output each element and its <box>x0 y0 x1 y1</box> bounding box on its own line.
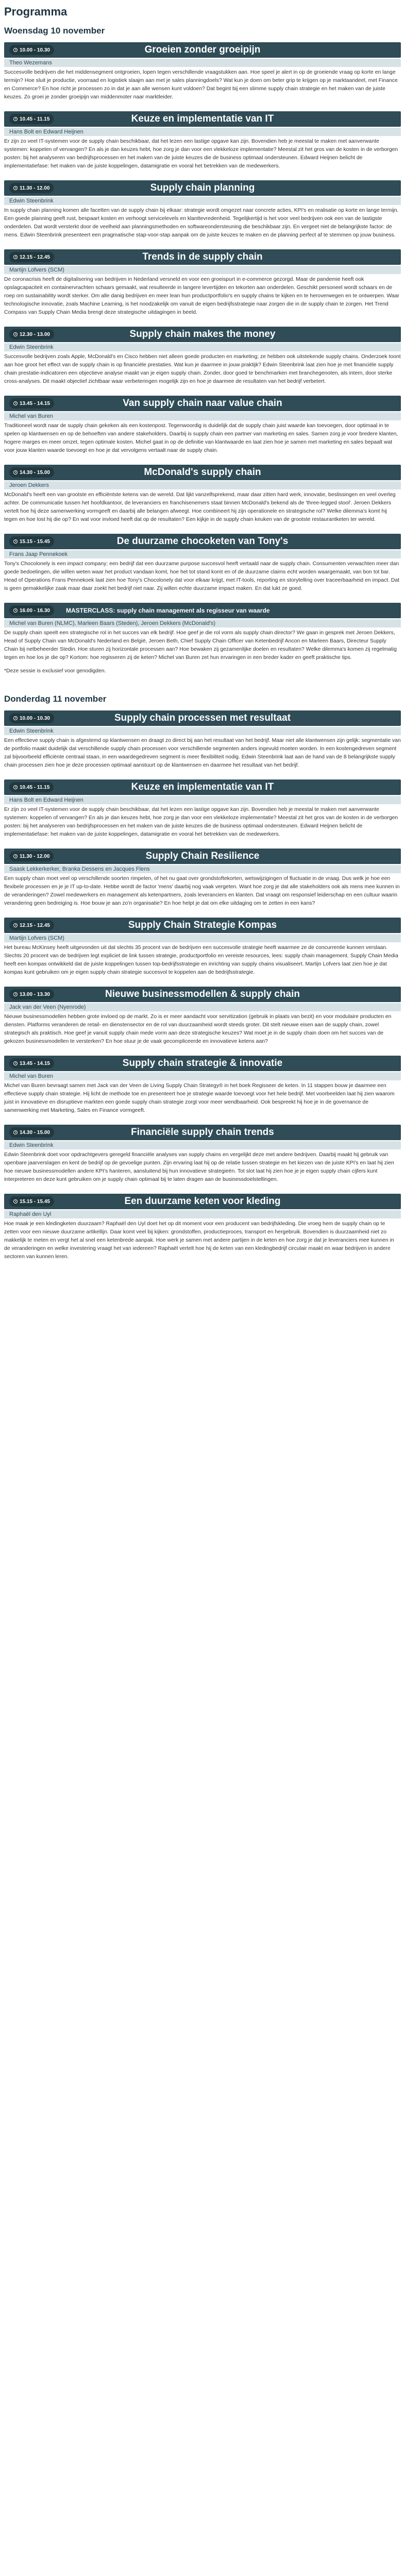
session-banner <box>4 710 401 726</box>
session-banner <box>4 249 401 265</box>
session-description: Hoe maak je een kledingketen duurzaam? Raphaël den Uyl doet het op dit moment voor een producent van bedrijfskleding. Die vroeg hem de supply chain op te zetten voor een nieuwe duurzame artikellijn. Daar komt veel bij kijken: grondstoffen, productieproces, transport en hergebruik. Bovendien is duurzaamheid niet zo makkelijk te meten en vergt het al snel een ketenbrede aanpak. Hoe werk je samen met andere partijen in de keten en hoe zorg je dat je leveranciers mee kunnen in de veranderingen en welke investering vraagt het van iedereen? Raphaël vertelt hoe hij de keten van een kledingbedrijf circulair maakt en waar bedrijven in andere sectoren van kunnen leren. <box>4 1221 394 1260</box>
program-page <box>0 0 405 1279</box>
session-time: 12.15 - 12.45 <box>20 254 50 260</box>
session-item <box>4 603 401 675</box>
session-title: Financiële supply chain trends <box>131 1127 274 1138</box>
session-speaker: Raphaël den Uyl <box>4 1210 401 1218</box>
session-description: Er zijn zo veel IT-systemen voor de supply chain beschikbaar, dat het lezen een lastige opgave kan zijn. Bovendien heb je meestal te maken met aanverwante systemen: koppelen of vervangen? En als je dan keuzes hebt, hoe zorg je dan voor een vlekkeloze implementatie? Meestal zit het gros van de kosten in de verborgen posten: bij het analyseren van bedrijfsprocessen en het maken van de juiste keuzes die de business optimaal ondersteunen. Edward Heijnen belicht de implementatiefase: het maken van de juiste koppelingen, datamigratie en vooral het betrekken van de medewerkers. <box>4 807 398 837</box>
session-banner <box>4 465 401 480</box>
session-banner <box>4 1056 401 1071</box>
session-time: 13.45 - 14.15 <box>20 400 50 406</box>
session-description: Edwin Steenbrink doet voor opdrachtgevers geregeld financiële analyses van supply chains en vergelijkt deze met andere bedrijven. Daarbij maakt hij gebruik van openbare jaarverslagen en kent de bedrijf op de gevoelige punten. Zijn ervaring laat hij op de relatie tussen strategie en het kiezen van de juiste KPI's en laat hij zien hoe nieuwe businessmodellen andere KPI's hanteren, aansluitend bij hun innovatieve strategieën. Tot slot laat hij zien hoe je je eigen supply chain cijfers kunt interpreteren en deze kunt gebruiken om je supply chain optimaal bij te laten dragen aan de businessdoelstellingen. <box>4 1152 394 1182</box>
program-days <box>4 26 401 1261</box>
session-speaker: Edwin Steenbrink <box>4 1141 401 1149</box>
session-item <box>4 327 401 386</box>
session-time-badge <box>9 1196 54 1207</box>
session-time-badge <box>9 989 54 999</box>
clock-icon <box>13 923 18 927</box>
session-time: 13.00 - 13.30 <box>20 991 50 997</box>
session-time: 10.45 - 11.15 <box>20 784 50 790</box>
clock-icon <box>13 1199 18 1204</box>
session-description: De supply chain speelt een strategische rol in het succes van elk bedrijf. Hoe geef je die rol vorm als supply chain director? We gaan in gesprek met Jeroen Dekkers, Head of Supply Chain van McDonald's Nederland en België, Jeroen Beth, Chief Supply Chain Officer van Ketenbedrijf Ancon en Marleen Baars, Directeur Supply Chain bij netbeheerder Stedin. Hoe sturen zij horizontale processen aan? Hoe bewaken zij gezamenlijke doelen en resultaten? Welke dilemma's komen zij regelmatig tegen en hoe los je die op? Kortom: hoe regisseren zij de keten? Michel van Buren zet hun ervaringen in een breder kader en geeft praktische tips. <box>4 630 397 660</box>
session-time-badge <box>9 114 54 124</box>
session-description: Traditioneel wordt naar de supply chain gekeken als een kostenpost. Tegenwoordig is duidelijk dat de supply chain juist waarde kan toevoegen, door optimaal in te spelen op klantwensen en op de behoeften van andere stakeholders. Daarbij is supply chain een partner van marketing en sales. Samen zorg je voor bredere klanten, hogere marges en meer omzet, tegen optimale kosten. Michel gaat in op de definitie van klantwaarde en laat zien hoe je samen met marketing en sales bepaalt wat voor jouw klanten waarde toevoegt en hoe je dat vervolgens vertaalt naar de supply chain. <box>4 423 398 453</box>
session-banner <box>4 42 401 58</box>
clock-icon <box>13 785 18 789</box>
session-time-badge <box>9 782 54 792</box>
session-description: Een supply chain moet veel op verschillende soorten rimpelen, of het nu gaat over grondstoftekorten, wetswijzigingen of fluctuatie in de vraag. Dus welk je hoe een flexibele processen en je je IT up-to-date. Hebbe wordt de factor 'mens' daarbij nog vaak vergeten. Want hoe zorg je dat alle stakeholders ook als mens mee kunnen in de veranderingen? Zowel medewerkers en management als ketenpartners, zoals leveranciers en klanten. Dat vraagt om responsief leiderschap en een cultuur waarin verandering geen bedreiging is. Hoe bouw je aan zo'n organisatie? En hoe helpt je dat om elke uitdaging om te zetten in een kans? <box>4 876 400 906</box>
session-banner <box>4 180 401 196</box>
session-note: *Deze sessie is exclusief voor genodigden. <box>4 668 106 674</box>
session-banner <box>4 534 401 549</box>
session-banner <box>4 987 401 1002</box>
session-time: 13.45 - 14.15 <box>20 1060 50 1066</box>
session-speaker: Theo Wezemans <box>4 59 401 67</box>
session-time: 10.00 - 10.30 <box>20 715 50 721</box>
session-time-badge <box>9 1058 54 1069</box>
session-banner <box>4 849 401 864</box>
session-title: Supply Chain Strategie Kompas <box>128 920 277 930</box>
session-title: Van supply chain naar value chain <box>123 398 282 409</box>
clock-icon <box>13 332 18 336</box>
session-description: Succesvolle bedrijven die het middensegment ontgroeien, lopen tegen verschillende vraagstukken aan. Hoe speel je alert in op de groeiende vraag op korte en lange termijn? Hoe sluit je productie, voorraad en logistiek slaajm aan met je sales planningdoels? Wat kun je doen om beter grip te krijgen op je marktaandeel, met Finance en Commerce? En hoe richt je processen zo in dat je aan alle wensen kunt voldoen? Dat begint bij een slimme supply chain strategie en het maken van de juiste keuzes. Zo groei je zonder groeipijn van middenmoter naar marktleider. <box>4 70 398 100</box>
session-item <box>4 180 401 240</box>
session-banner <box>4 1194 401 1209</box>
session-description: Nieuwe businessmodellen hebben grote invloed op de markt. Zo is er meer aandacht voor servitization (gebruik in plaats van bezit) en voor modulaire producten en diensten. Platforms veranderen de retail- en dienstensector en de rol van duurzaamheid wordt steeds groter. Dit stelt nieuwe eisen aan de supply chain, zowel strategisch als praktisch. Hoe geef je vanuit supply chain mede vorm aan deze strategische keuzes? Wat moet je in de supply chain doen om het succes van de gekozen businessmodellen te versterken? En hoe stuur je de vaak gecompliceerde en innovatieve ketens aan? <box>4 1014 392 1044</box>
session-time-badge <box>9 329 54 340</box>
session-item <box>4 465 401 524</box>
session-item <box>4 111 401 171</box>
session-speaker: Martijn Lofvers (SCM) <box>4 934 401 942</box>
session-time-badge <box>9 183 54 193</box>
session-speaker: Edwin Steenbrink <box>4 727 401 735</box>
session-item <box>4 710 401 770</box>
session-item <box>4 1056 401 1115</box>
session-title: Supply Chain Resilience <box>145 851 260 861</box>
session-title: MASTERCLASS: supply chain management als regisseur van waarde <box>66 607 270 614</box>
clock-icon <box>13 608 18 613</box>
session-speaker: Saask Lekkerkerker, Branka Dessens en Jacques Flens <box>4 865 401 873</box>
clock-icon <box>13 992 18 996</box>
session-speaker: Hans Bolt en Edward Heijnen <box>4 796 401 804</box>
session-item <box>4 534 401 593</box>
session-item <box>4 42 401 101</box>
session-title: Trends in de supply chain <box>142 251 263 262</box>
session-speaker: Michel van Buren <box>4 1072 401 1080</box>
session-description: De coronacrisis heeft de digitalisering van bedrijven in Nederland versneld en voor een groeispurt in e-commerce gezorgd. Maar de pandemie heeft ook opslagcapaciteit en containervrachten schaars gemaakt, wat resulteerde in langere levertijden en tekorten aan onderdelen. Geschikt personeel wordt schaars en de roep om sustainability wordt sterker. Om alle danig bedrijven en meer lean hun productportfolio's en supply chains te kijken en te heroverwegen en te ontwerpen. Waar technologische innovatie, zoals Machine Learning, is het noodzakelijk om vanuit de eigen bedrijfsstrategie naar zorgen die in de supply chain te zorgen. Het Trend Compass van Supply Chain Media brengt deze strategische uitdagingen in beeld. <box>4 277 399 315</box>
session-item <box>4 918 401 977</box>
session-time: 12.15 - 12.45 <box>20 922 50 928</box>
session-title: Keuze en implementatie van IT <box>131 113 274 124</box>
session-speaker: Edwin Steenbrink <box>4 197 401 205</box>
session-description: McDonald's heeft een van grootste en efficiëntste ketens van de wereld. Dat lijkt vanzelfsprekend, maar daar zitten hard werk, innovatie, beslissingen en veel overleg achter. De communicatie tussen het hoofdkantoor, de leveranciers en franchisenemers staat binnen McDonald's bekend als de 'three-legged stool'. Jeroen Dekkers vertelt hoe hij deze samenwerking vormgeeft en daarbij alle belangen afweegt. Hoe combineert hij zijn operationele en strategische rol? Welke dilemma's komt hij tegen en hoe lost hij die op? En wat voor invloed heeft dat op de resultaten? Een kijkje in de supply chain keuken van de grootste restaurantketen ter wereld. <box>4 492 396 522</box>
session-item <box>4 396 401 455</box>
session-time-badge <box>9 920 54 930</box>
session-title: Supply chain makes the money <box>129 329 276 340</box>
session-item <box>4 249 401 317</box>
session-time: 14.30 - 15.00 <box>20 469 50 476</box>
clock-icon <box>13 539 18 544</box>
clock-icon <box>13 1130 18 1134</box>
session-banner <box>4 327 401 342</box>
session-speaker: Hans Bolt en Edward Heijnen <box>4 128 401 136</box>
session-time-badge <box>9 398 54 409</box>
session-item <box>4 779 401 839</box>
session-time: 10.45 - 11.15 <box>20 116 50 122</box>
session-description: Een effectieve supply chain is afgestemd op klantwensen en draagt zo direct bij aan het resultaat van het bedrijf. Maar niet alle klantwensen zijn gelijk: segmentatie van de portfolio maakt duidelijk dat verschillende supply chain processen voor verschillende segmenten anders ingevuld moeten worden. In een kostengedreven segment zal bijvoorbeeld efficiënte centraal staan, in een waardegedreven segment is meer flexibiliteit nodig. Edwin Steenbrink laat aan de hand van de 8 belangrijkste supply chain processen zien hoe je deze processen optimaal aanstuurt op de klantwensen en daarmee het resultaat van het bedrijf. <box>4 738 401 768</box>
session-description: Michel van Buren bevraagt samen met Jack van der Veen de Living Supply Chain Strategy® in het boek Regisseer de keten. In 11 stappen bouw je daarmee een effectieve supply chain strategie. Hij licht de methode toe en presenteert hoe je strategie waarde toevoegt voor het hele bedrijf. Met voorbeelden laat hij zien waarom juist in innovatieve en disruptieve markten een goede supply chain strategie zorgt voor meer wendbaarheid. Ook bespreekt hij hoe je in de governance de samenwerking met Marketing, Sales en Finance vormgeeft. <box>4 1083 395 1113</box>
session-title: Keuze en implementatie van IT <box>131 782 274 792</box>
clock-icon <box>13 117 18 121</box>
session-banner <box>4 918 401 933</box>
session-title: Groeien zonder groeipijn <box>144 44 261 55</box>
session-title: Supply chain strategie & innovatie <box>122 1058 283 1069</box>
session-time: 15.15 - 15.45 <box>20 1198 50 1205</box>
session-banner <box>4 111 401 127</box>
clock-icon <box>13 716 18 720</box>
session-speaker: Jeroen Dekkers <box>4 481 401 489</box>
session-time: 10.00 - 10.30 <box>20 47 50 53</box>
clock-icon <box>13 48 18 52</box>
session-speaker: Edwin Steenbrink <box>4 343 401 351</box>
session-time-badge <box>9 851 54 861</box>
clock-icon <box>13 401 18 405</box>
session-title: Supply chain processen met resultaat <box>114 713 291 723</box>
session-time-badge <box>9 45 54 55</box>
session-title: Een duurzame keten voor kleding <box>124 1196 281 1207</box>
session-speaker: Frans Jaap Pennekoek <box>4 550 401 558</box>
session-time-badge <box>9 605 54 616</box>
session-title: McDonald's supply chain <box>144 467 261 478</box>
session-time: 11.30 - 12.00 <box>20 185 50 191</box>
session-description: In supply chain planning komen alle facetten van de supply chain bij elkaar: strategie wordt omgezet naar concrete acties, KPI's en realisatie op korte en lange termijn. Een goede planning geeft rust, bespaart kosten en verhoogt servicelevels en klanttevredenheid. Tegelijkertijd is het voor veel bedrijven ook een van de lastigste onderdelen. Dat wordt versterkt door de veelheid aan planningsmethoden en softwareondersteuning die beschikbaar zijn. En vergeet niet de belangrijkste factor: de mens. Edwin Steenbrink presenteert een pragmatische stap-voor-stap aanpak om de juiste keuzes te maken en de planning perfect af te stemmen op jouw business. <box>4 208 399 238</box>
session-item <box>4 1194 401 1261</box>
session-time-badge <box>9 1127 54 1138</box>
session-speaker: Michel van Buren <box>4 412 401 420</box>
session-time: 14.30 - 15.00 <box>20 1129 50 1136</box>
session-banner <box>4 1125 401 1140</box>
day-title: Donderdag 11 november <box>4 694 107 704</box>
session-speaker: Martijn Lofvers (SCM) <box>4 266 401 274</box>
day-title: Woensdag 10 november <box>4 26 105 36</box>
session-speaker: Michel van Buren (NLMC), Marleen Baars (Steden), Jeroen Dekkers (McDonald's) <box>4 619 401 628</box>
session-banner <box>4 603 401 618</box>
clock-icon <box>13 854 18 858</box>
session-item <box>4 1125 401 1184</box>
session-description: Er zijn zo veel IT-systemen voor de supply chain beschikbaar, dat het lezen een lastige opgave kan zijn. Bovendien heb je meestal te maken met aanverwante systemen: koppelen of vervangen? En als je dan keuzes hebt, hoe zorg je dan voor een vlekkeloze implementatie? Meestal zit het gros van de kosten in de verborgen posten: bij het analyseren van bedrijfsprocessen en het maken van de juiste keuzes die de business optimaal ondersteunen. Edward Heijnen belicht de implementatiefase: het maken van de juiste koppelingen, datamigratie en vooral het betrekken van de medewerkers. <box>4 139 398 169</box>
session-time: 16.00 - 16.30 <box>20 607 50 614</box>
clock-icon <box>13 470 18 474</box>
session-time: 11.30 - 12.00 <box>20 853 50 859</box>
session-item <box>4 849 401 908</box>
session-description: Tony's Chocolonely is een impact company; een bedrijf dat een duurzame purpose succesvol heeft vertaald naar de supply chain. Consumenten verwachten meer dan goede bedoelingen, die willen weten waar het product vandaan komt, hoe het tot stand komt en of de duurzame claims echt worden waargemaakt, van bon tot bar. Head of Operations Frans Pennekoek laat zien hoe Tony's Chocolonely dat voor elkaar krijgt, met IT-tools, reporting en storytelling over traceerbaarheid en impact. Dat is geen gemakkelijke zaak maar daar zoekt het bedrijf niet naar. Zij willen echte duurzame impact maken. En dat lukt ze goed. <box>4 561 400 591</box>
program-heading: Programma <box>4 5 68 18</box>
session-time-badge <box>9 467 54 478</box>
session-title: Supply chain planning <box>150 182 255 193</box>
session-title: De duurzame chocoketen van Tony's <box>116 536 289 547</box>
clock-icon <box>13 186 18 190</box>
session-description: Succesvolle bedrijven zoals Apple, McDonald's en Cisco hebben niet alleen goede producten en marketing; ze hebben ook uitstekende supply chains. Onderzoek toont aan hoe groot het effect van de supply chain is op financiële prestaties. Wat kun je daarmee in jouw praktijk? Edwin Steenbrink laat zien hoe je met financiële supply chain prestatie-indicatoren een objectieve analyse maakt van je eigen supply chain. Zonder, door goed te benchmarken met branchegenoten, als intern, door sterke cross-analyses. Dit maakt objectief zichtbaar waar verbeteringen mogelijk zijn en hoe je daarmee de resultaten van het bedrijf verbetert. <box>4 354 401 384</box>
session-banner <box>4 396 401 411</box>
session-time-badge <box>9 252 54 262</box>
session-description: Het bureau McKinsey heeft uitgevonden uit dat slechts 35 procent van de bedrijven een succesvolle strategie heeft waarmee ze de concurrentie kunnen verslaan. Slechts 20 procent van de bedrijven legt expliciet de link tussen strategie, productportfolio en vereiste resources, lees: supply chain management. Supply Chain Media heeft een kompas ontwikkeld dat de juiste koppelingen tussen top-bedrijfsstrategie en inrichting van supply chains visualiseert. Martijn Lofvers laat zien hoe je dat kompas kunt gebruiken om je eigen supply chain strategie succesvol te koppelen aan de bedrijfsstrategie. <box>4 945 398 975</box>
session-title: Nieuwe businessmodellen & supply chain <box>105 989 300 999</box>
session-speaker: Jack van der Veen (Nyenrode) <box>4 1003 401 1011</box>
clock-icon <box>13 255 18 259</box>
session-time-badge <box>9 536 54 547</box>
session-time: 12.30 - 13.00 <box>20 331 50 337</box>
session-time-badge <box>9 713 54 723</box>
session-banner <box>4 779 401 795</box>
session-time: 15.15 - 15.45 <box>20 538 50 545</box>
session-item <box>4 987 401 1046</box>
clock-icon <box>13 1061 18 1065</box>
